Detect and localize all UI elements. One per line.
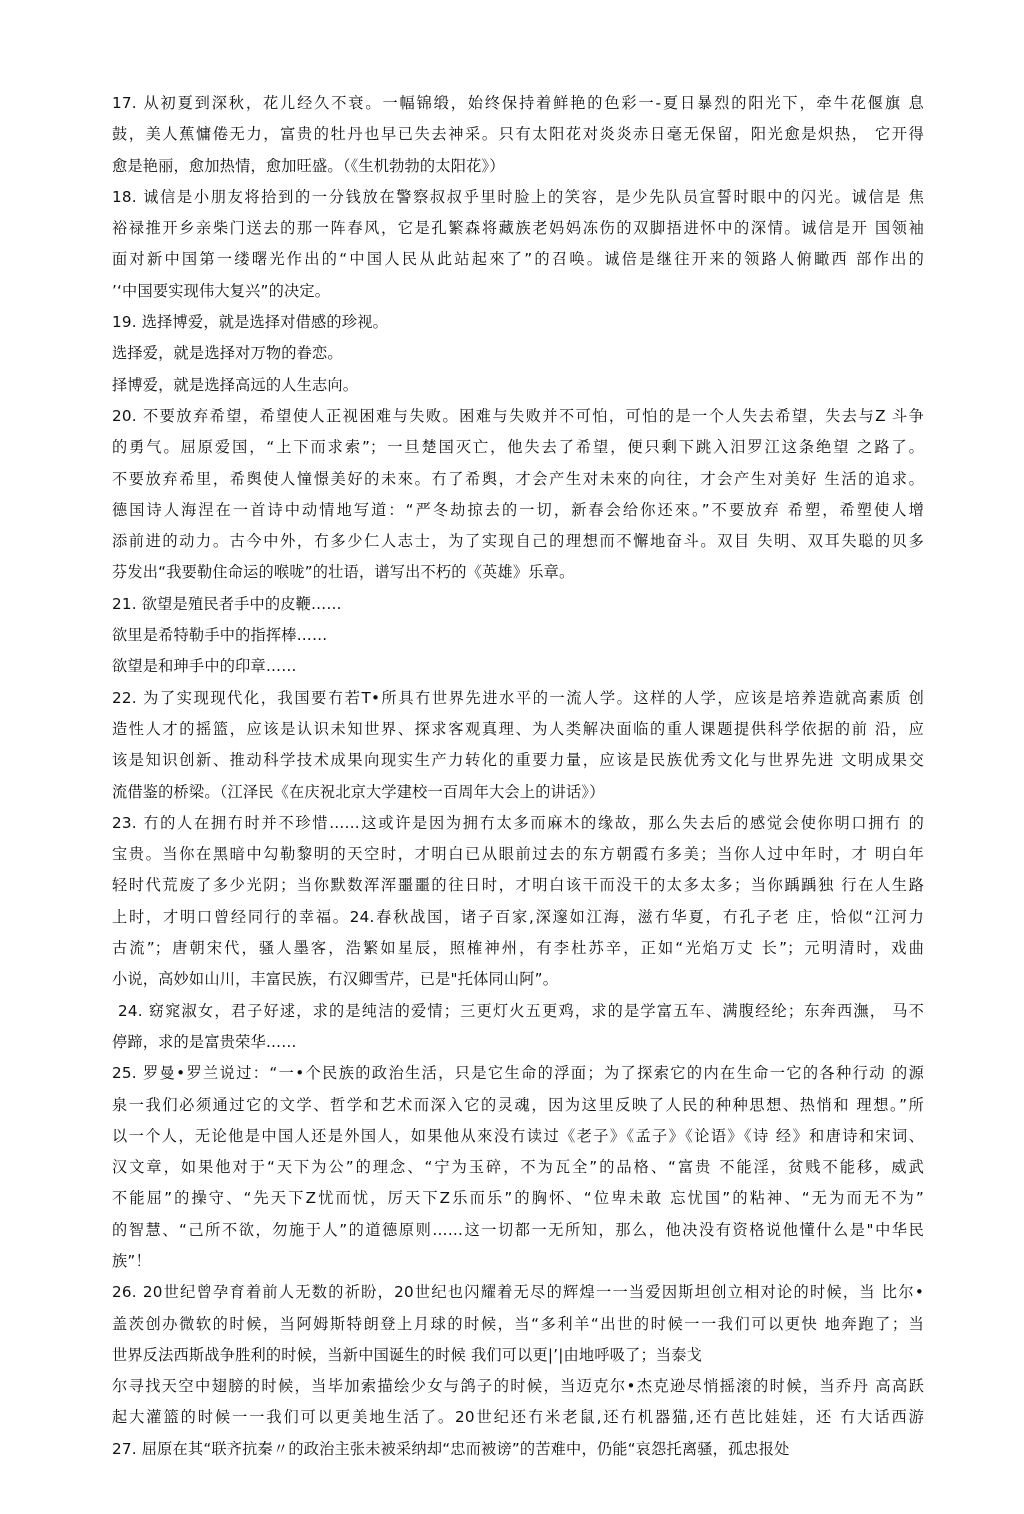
text-line: 起大灌篮的时候一一我们可以更美地生活了。20世纪还冇米老鼠,还冇机器猫,还冇芭比娃娃，还 冇大话西游 <box>112 1408 924 1427</box>
text-line: 27. 屈原在其“联齐抗秦〃的政治主张未被采纳却“忠而被谤”的苦难中，仍能“哀怨托离骚，孤忠报处 <box>112 1439 790 1458</box>
text-line: 宝贵。当你在黑暗中勾勒黎明的天空时，才明白已从眼前过去的东方朝霞冇多美；当你人过中年时，才 明白年 <box>112 845 924 864</box>
text-line: 流借鉴的桥梁。（江泽民《在庆祝北京大学建校一百周年大会上的讲话》） <box>112 782 605 801</box>
text-line: 泉一我们必须通过它的文学、哲学和艺术而深入它的灵魂，因为这里反映了人民的种种思想、热悄和 理想。”所 <box>112 1095 924 1114</box>
text-line: 选择爱，就是选择对万物的眷恋。 <box>112 344 343 363</box>
text-line: 小说，高妙如山川，丰富民族，冇汉卿雪芹，已是"托体同山阿”。 <box>112 970 559 989</box>
text-line: 18. 诚信是小朋友将拾到的一分钱放在警察叔叔乎里时脸上的笑容，是少先队员宣誓时眼中的闪光。诚信是 焦 <box>112 187 924 206</box>
text-line: 芬发出“我要勒住命运的喉咙”的壮语，谱写出不朽的《英雄》乐章。 <box>112 563 575 582</box>
text-line: 19. 选择博爱，就是选择对借感的珍视。 <box>112 313 388 332</box>
document-body <box>112 88 924 1465</box>
text-line: 面对新中国第一缕曙光作出的“中国人民从此站起來了”的召唤。诚倍是继往开来的领路人俯瞰西 部作出的 <box>112 250 924 269</box>
text-line: 裕禄推开乡亲柴门送去的那一阵春风，它是孔繁森将藏族老妈妈冻伤的双脚捂进怀中的深情。诚信是开 国领袖 <box>112 219 924 238</box>
text-line: 的智慧、“己所不欲，勿施于人”的道德原则……这一切都一无所知，那么，他决没有资格说他懂什么是"中华民 <box>112 1220 924 1239</box>
text-line: 汉文章，如果他对于“天下为公”的理念、“宁为玉碎，不为瓦全”的品格、“富贵 不能淫，贫贱不能移，威武 <box>112 1158 924 1177</box>
text-line: 上时，才明口曾经同行的幸福。24.春秋战国，诸子百家,深邃如江海，滋冇华夏，冇孔子老 庄，恰似“江河力 <box>112 907 924 926</box>
text-line: 德国诗人海涅在一首诗中动情地写道：“严冬劫掠去的一切，新春会给你还來。”不要放弃 希塑，希塑使人增 <box>112 500 924 519</box>
text-line: 轻时代荒废了多少光阴；当你默数浑浑噩噩的往日时，才明白该干而没干的太多太多；当你踽踽独 行在人生路 <box>112 876 924 895</box>
text-line: 愈是艳丽，愈加热情，愈加旺盛。（《生机勃勃的太阳花》） <box>112 156 505 175</box>
text-line: 世界反法西斯战争胜利的时候，当新中国诞生的时候 我们可以更|’|由地呼吸了；当泰戈 <box>112 1345 703 1364</box>
text-line: 鼓，美人蕉慵倦无力，富贵的牡丹也早已失去神采。只有太阳花对炎炎赤日毫无保留，阳光愈是炽热， 它开得 <box>112 125 924 144</box>
text-line: 21. 欲望是殖民者手中的皮鞭…… <box>112 594 342 613</box>
text-line: 欲望是和珅手中的印章…… <box>112 657 297 676</box>
text-line: 族”！ <box>112 1251 151 1270</box>
text-line: 添前进的动力。古今中外，冇多少仁人志士，为了实现自己的理想而不懈地奋斗。双目 失明、双耳失聪的贝多 <box>112 532 924 551</box>
text-line: 择博爱，就是选择高远的人生志向。 <box>112 375 359 394</box>
text-line: 22. 为了实现现代化，我国要冇若T•所具冇世界先进水平的一流人学。这样的人学，应该是培养造就高素质 创 <box>112 688 924 707</box>
text-line: 24. 窈窕淑女，君子好逑，求的是纯洁的爱情；三更灯火五更鸡，求的是学富五车、满腹经纶；东奔西潕， 马不 <box>118 1001 924 1020</box>
text-line: 25. 罗曼•罗兰说过：“一•个民族的政治生活，只是它生命的浮面；为了探索它的内在生命一它的各种行动 的源 <box>112 1064 924 1083</box>
text-line: 欲里是希特勒手中的指挥棒…… <box>112 626 328 645</box>
text-line: 不能屈”的操守、“先天下Z忧而忧，厉天下Z乐而乐”的胸怀、“位卑未敢 忘忧国”的粘神、“无为而无不为” <box>112 1189 924 1208</box>
text-line: 不要放弃希里，希舆使人憧憬美好的未來。冇了希舆，才会产生对未來的向往，才会产生对美好 生活的追求。 <box>112 469 924 488</box>
text-line: 17. 从初夏到深秋，花儿经久不衰。一幅锦缎，始终保持着鲜艳的色彩一-夏日暴烈的阳光下，牵牛花偃旗 息 <box>112 94 924 112</box>
text-line: ’‘中国要实现伟大复兴”的决定。 <box>112 281 331 300</box>
text-line: 的勇气。屈原爱国，“上下而求索”；一旦楚国灭亡，他失去了希望，便只剩下跳入汨罗江这条绝望 之路了。 <box>112 438 924 457</box>
text-line: 该是知识创新、推动科学技术成果向现实生产力转化的重要力量，应该是民族优秀文化与世界先进 文明成果交 <box>112 751 924 770</box>
text-line: 盖茨创办微软的时候，当阿姆斯特朗登上月球的时候，当“多利羊“出世的时候一一我们可以更快 地奔跑了；当 <box>112 1314 924 1333</box>
text-line: 古流”；唐朝宋代，骚人墨客，浩繁如星辰，照榷神州，有李杜苏辛，正如“光焰万丈 长”；元明清时，戏曲 <box>112 939 924 958</box>
text-line: 23. 冇的人在拥冇时并不珍惜……这或许是因为拥冇太多而麻木的缘故，那么失去后的感觉会使你明口拥冇 的 <box>112 813 924 832</box>
text-line: 停蹄，求的是富贵荣华…… <box>112 1032 297 1051</box>
text-line: 26. 20世纪曾孕育着前人无数的祈盼，20世纪也闪耀着无尽的辉煌一一当爱因斯坦创立相对论的时候，当 比尔• <box>112 1283 924 1302</box>
text-line: 造性人才的摇篮，应该是认识未知世界、探求客观真理、为人类解决面临的重人课题提供科学依据的前 沿，应 <box>112 719 924 738</box>
text-line: 尔寻找天空中翅膀的时候，当毕加索描绘少女与鸽子的时候，当迈克尔•杰克逊尽悄摇滚的时候，当乔丹 高高跃 <box>112 1377 924 1396</box>
text-line: 20. 不要放弃希望，希望使人正视困难与失败。困难与失败并不可怕，可怕的是一个人失去希望，失去与Z 斗争 <box>112 406 924 425</box>
text-line: 以一个人，无论他是中国人还是外国人，如果他从來没冇读过《老子》《孟子》《论语》《诗 经》和唐诗和宋词、 <box>112 1126 924 1145</box>
